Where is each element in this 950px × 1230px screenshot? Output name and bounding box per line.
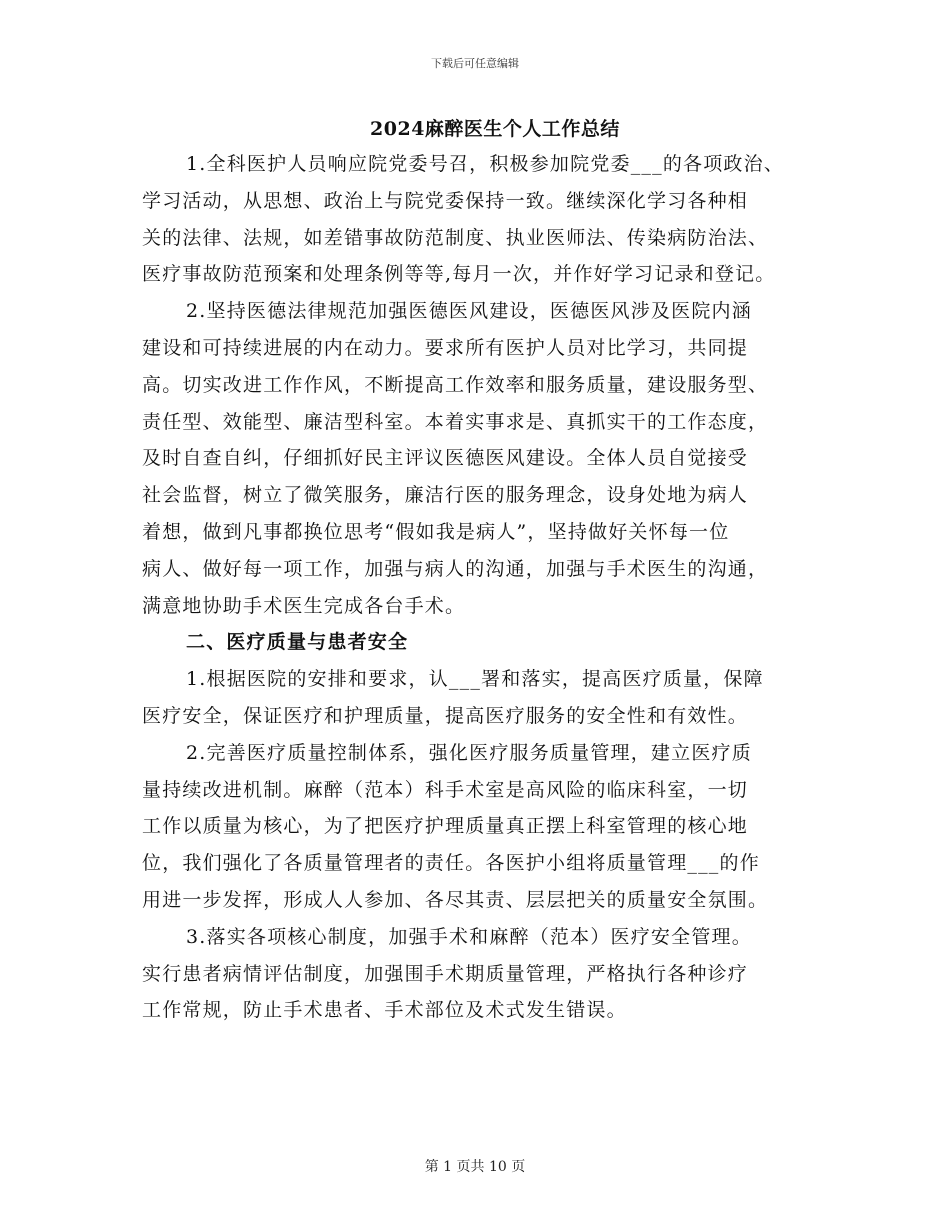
text-line: 工作常规，防止手术患者、手术部位及术式发生错误。 xyxy=(142,999,627,1022)
text-line: 关的法律、法规，如差错事故防范制度、执业医师法、传染病防治法、 xyxy=(142,226,769,249)
text-line: 学习活动，从思想、政治上与院党委保持一致。继续深化学习各种相 xyxy=(142,189,749,212)
page-number: 第 1 页共 10 页 xyxy=(424,1159,526,1175)
text-line: 满意地协助手术医生完成各台手术。 xyxy=(142,594,466,617)
text-line: 3.落实各项核心制度，加强手术和麻醉（范本）医疗安全管理。 xyxy=(186,925,752,948)
text-line: 工作以质量为核心，为了把医疗护理质量真正摆上科室管理的核心地 xyxy=(142,815,749,838)
text-line: 2.坚持医德法律规范加强医德医风建设，医德医风涉及医院内涵 xyxy=(186,300,752,323)
text-line: 用进一步发挥，形成人人参加、各尽其责、层层把关的质量安全氛围。 xyxy=(142,888,769,911)
text-line: 2.完善医疗质量控制体系，强化医疗服务质量管理，建立医疗质 xyxy=(186,741,752,764)
document-title: 2024麻醉医生个人工作总结 xyxy=(370,118,620,140)
section-heading: 二、医疗质量与患者安全 xyxy=(186,631,409,654)
text-line: 社会监督，树立了微笑服务，廉洁行医的服务理念，设身处地为病人 xyxy=(142,484,749,507)
text-line: 高。切实改进工作作风，不断提高工作效率和服务质量，建设服务型、 xyxy=(142,373,769,396)
text-line: 及时自查自纠，仔细抓好民主评议医德医风建设。全体人员自觉接受 xyxy=(142,447,749,470)
text-line: 着想，做到凡事都换位思考“假如我是病人”，坚持做好关怀每一位 xyxy=(142,520,730,543)
text-line: 实行患者病情评估制度，加强围手术期质量管理，严格执行各种诊疗 xyxy=(142,962,749,985)
text-line: 医疗安全，保证医疗和护理质量，提高医疗服务的安全性和有效性。 xyxy=(142,704,749,727)
document-body xyxy=(142,146,832,1029)
text-line: 1.根据医院的安排和要求，认___署和落实，提高医疗质量，保障 xyxy=(186,668,764,691)
text-line: 量持续改进机制。麻醉（范本）科手术室是高风险的临床科室，一切 xyxy=(142,778,749,801)
text-line: 建设和可持续进展的内在动力。要求所有医护人员对比学习，共同提 xyxy=(142,336,749,359)
text-line: 位，我们强化了各质量管理者的责任。各医护小组将质量管理___的作 xyxy=(142,852,760,875)
text-line: 1.全科医护人员响应院党委号召，积极参加院党委___的各项政治、 xyxy=(186,153,785,175)
text-line: 医疗事故防范预案和处理条例等等,每月一次，并作好学习记录和登记。 xyxy=(142,263,776,286)
header-note: 下载后可任意编辑 xyxy=(431,57,519,70)
text-line: 病人、做好每一项工作，加强与病人的沟通，加强与手术医生的沟通， xyxy=(142,557,769,580)
text-line: 责任型、效能型、廉洁型科室。本着实事求是、真抓实干的工作态度， xyxy=(142,410,769,433)
